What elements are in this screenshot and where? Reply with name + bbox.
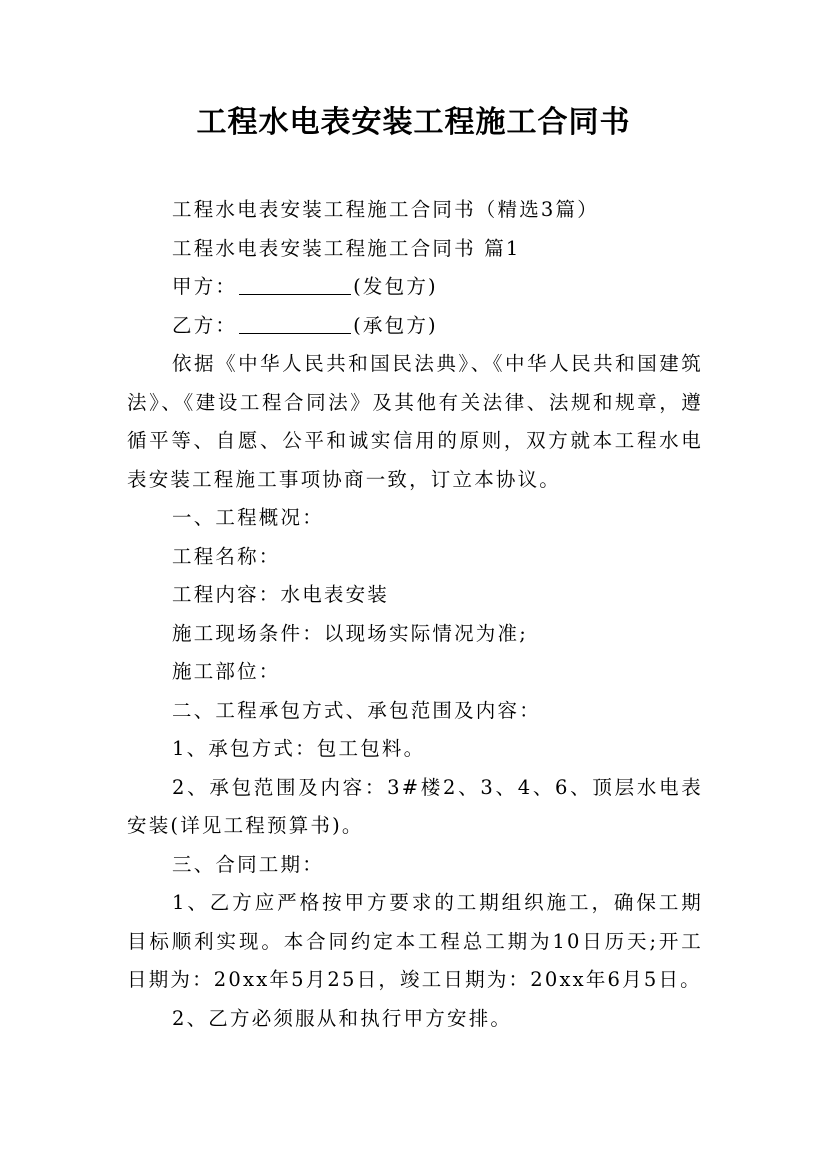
document-body — [127, 191, 703, 1038]
party-a-role: (发包方) — [353, 275, 438, 298]
section-one-heading: 一、工程概况： — [172, 506, 324, 529]
construction-location-line: 施工部位： — [172, 660, 281, 683]
party-b-blank — [239, 313, 351, 334]
section-heading: 工程水电表安装工程施工合同书 篇1 — [172, 236, 521, 260]
document-title: 工程水电表安装工程施工合同书 — [196, 105, 631, 140]
schedule-paragraph: 1、乙方应严格按甲方要求的工期组织施工，确保工期目标顺利实现。本合同约定本工程总工期为10日历天;开工日期为：20xx年5月25日，竣工日期为：20xx年6月5日。 — [127, 891, 703, 991]
preamble-paragraph: 依据《中华人民共和国民法典》、《中华人民共和国建筑法》、《建设工程合同法》及其他有关法律、法规和规章，遵循平等、自愿、公平和诚实信用的原则，双方就本工程水电表安装工程施工事项协商一致，订立本协议。 — [127, 352, 703, 491]
party-b-line — [127, 307, 703, 346]
site-conditions-line: 施工现场条件：以现场实际情况为准; — [172, 621, 528, 645]
party-b-role: (承包方) — [353, 313, 438, 337]
subtitle-paragraph: 工程水电表安装工程施工合同书（精选3篇） — [172, 198, 599, 221]
obey-arrangement-line: 2、乙方必须服从和执行甲方安排。 — [172, 1006, 513, 1030]
party-a-label: 甲方： — [172, 275, 238, 298]
contract-method-line: 1、承包方式：包工包料。 — [172, 737, 426, 760]
party-b-label: 乙方： — [172, 313, 238, 337]
project-content-line: 工程内容：水电表安装 — [172, 583, 390, 606]
project-name-line: 工程名称： — [172, 544, 281, 568]
party-a-blank — [239, 274, 351, 295]
section-three-heading: 三、合同工期： — [172, 852, 324, 876]
contract-scope-paragraph: 2、承包范围及内容：3#楼2、3、4、6、顶层水电表安装(详见工程预算书)。 — [127, 775, 703, 837]
party-a-line — [127, 268, 703, 307]
section-two-heading: 二、工程承包方式、承包范围及内容： — [172, 698, 541, 722]
